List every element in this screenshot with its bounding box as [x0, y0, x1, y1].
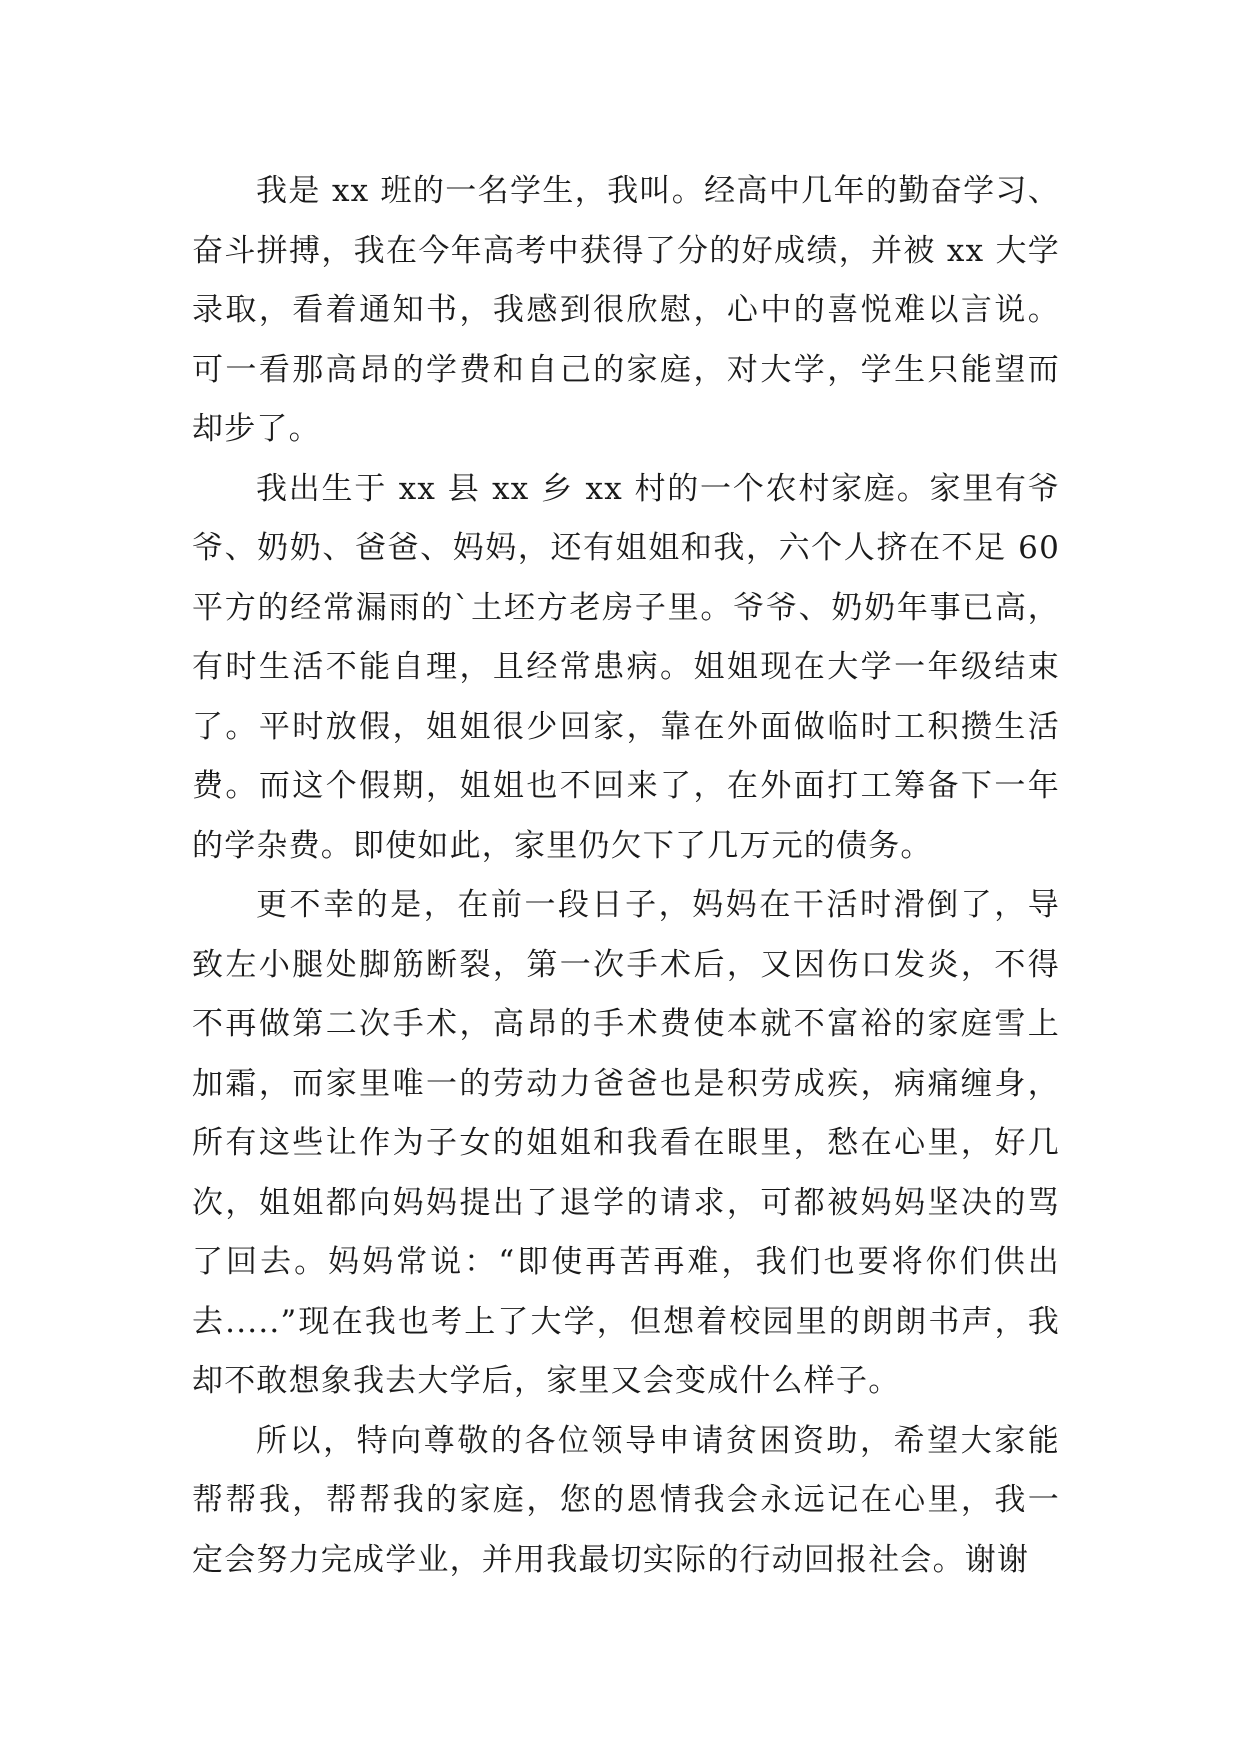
paragraph-1: 我是 xx 班的一名学生，我叫。经高中几年的勤奋学习、奋斗拼搏，我在今年高考中获得了分的好成绩，并被 xx 大学录取，看着通知书，我感到很欣慰，心中的喜悦难以言说。可一看那高昂的学费和自己的家庭，对大学，学生只能望而却步了。: [192, 173, 1060, 447]
paragraph-3: 更不幸的是，在前一段日子，妈妈在干活时滑倒了，导致左小腿处脚筋断裂，第一次手术后，又因伤口发炎，不得不再做第二次手术，高昂的手术费使本就不富裕的家庭雪上加霜，而家里唯一的劳动力爸爸也是积劳成疾，病痛缠身，所有这些让作为子女的姐姐和我看在眼里，愁在心里，好几次，姐姐都向妈妈提出了退学的请求，可都被妈妈坚决的骂了回去。妈妈常说：“即使再苦再难，我们也要将你们供出去.....”现在我也考上了大学，但想着校园里的朗朗书声，我却不敢想象我去大学后，家里又会变成什么样子。: [192, 887, 1060, 1399]
paragraph-2: 我出生于 xx 县 xx 乡 xx 村的一个农村家庭。家里有爷爷、奶奶、爸爸、妈妈，还有姐姐和我，六个人挤在不足 60 平方的经常漏雨的`土坯方老房子里。爷爷、奶奶年事已高，有时生活不能自理，且经常患病。姐姐现在大学一年级结束了。平时放假，姐姐很少回家，靠在外面做临时工积攒生活费。而这个假期，姐姐也不回来了，在外面打工筹备下一年的学杂费。即使如此，家里仍欠下了几万元的债务。: [192, 470, 1060, 864]
paragraph-4: 所以，特向尊敬的各位领导申请贫困资助，希望大家能帮帮我，帮帮我的家庭，您的恩情我会永远记在心里，我一定会努力完成学业，并用我最切实际的行动回报社会。谢谢: [192, 1422, 1060, 1578]
document-body: [192, 162, 1060, 1590]
